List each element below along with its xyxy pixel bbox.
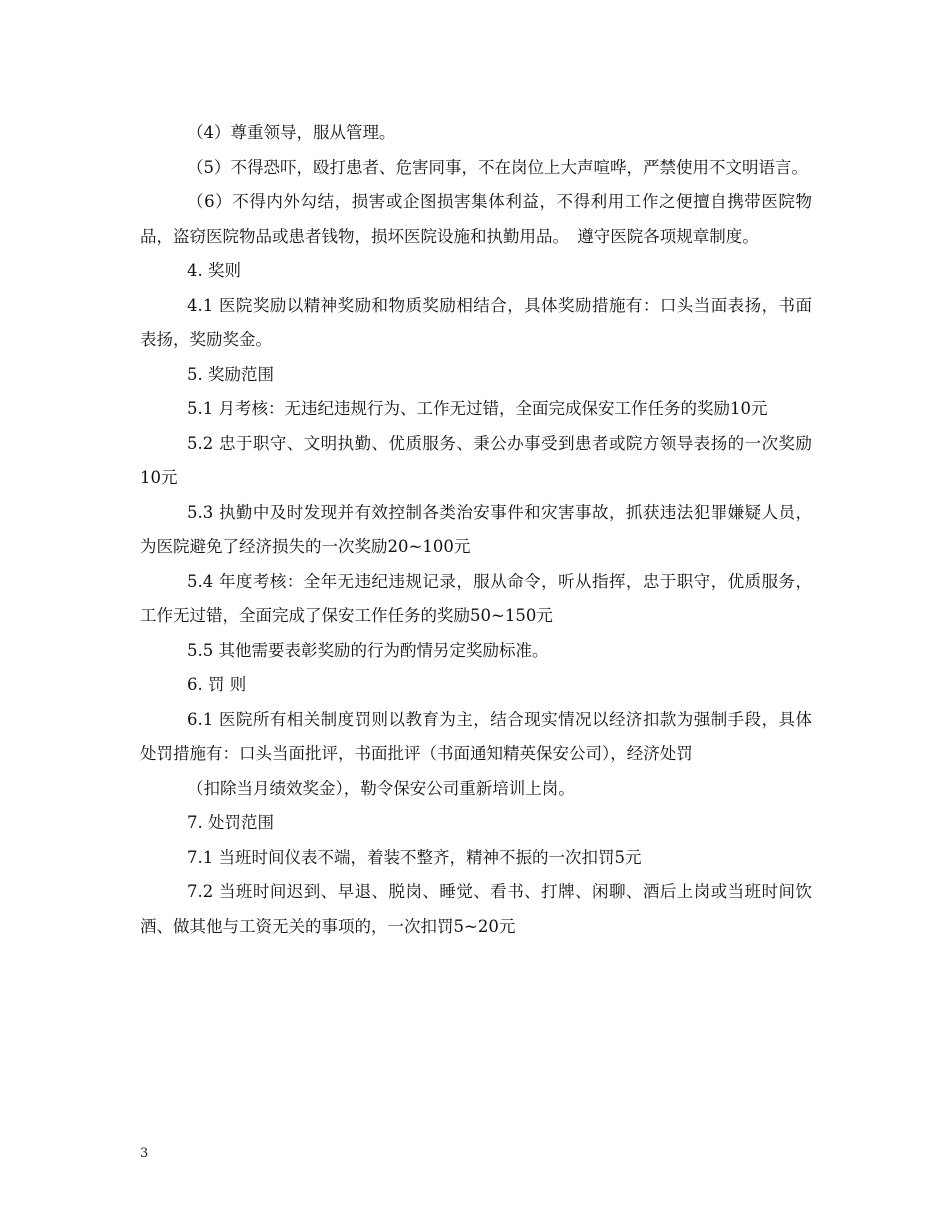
paragraph-5-2: 5.2 忠于职守、文明执勤、优质服务、秉公办事受到患者或院方领导表扬的一次奖励10元 bbox=[140, 433, 812, 487]
paragraph-rule-5: （5）不得恐吓，殴打患者、危害同事，不在岗位上大声喧哗，严禁使用不文明语言。 bbox=[187, 157, 808, 177]
paragraph-5-1: 5.1 月考核：无违纪违规行为、工作无过错，全面完成保安工作任务的奖励10元 bbox=[187, 399, 768, 418]
paragraph-7-1: 7.1 当班时间仪表不端，着装不整齐，精神不振的一次扣罚5元 bbox=[187, 847, 642, 867]
section-heading-rewards: 4. 奖则 bbox=[187, 261, 241, 280]
paragraph-5-3: 5.3 执勤中及时发现并有效控制各类治安事件和灾害事故，抓获违法犯罪嫌疑人员，为医院避免了经济损失的一次奖励20~100元 bbox=[140, 502, 812, 556]
paragraph-rule-4: （4）尊重领导，服从管理。 bbox=[187, 123, 396, 142]
paragraph-4-1: 4.1 医院奖励以精神奖励和物质奖励相结合，具体奖励措施有：口头当面表扬，书面表扬，奖励奖金。 bbox=[140, 295, 812, 349]
section-heading-penalties: 6. 罚 则 bbox=[187, 675, 247, 694]
paragraph-5-4: 5.4 年度考核：全年无违纪违规记录，服从命令，听从指挥，忠于职守，优质服务，工作无过错，全面完成了保安工作任务的奖励50~150元 bbox=[140, 571, 812, 625]
paragraph-5-5: 5.5 其他需要表彰奖励的行为酌情另定奖励标准。 bbox=[187, 640, 549, 660]
paragraph-rule-6: （6）不得内外勾结，损害或企图损害集体利益，不得利用工作之便擅自携带医院物品，盗窃医院物品或患者钱物，损坏医院设施和执勤用品。 遵守医院各项规章制度。 bbox=[140, 192, 812, 246]
page-number: 3 bbox=[140, 1146, 149, 1161]
paragraph-6-1-continued: （扣除当月绩效奖金），勒令保安公司重新培训上岗。 bbox=[187, 778, 575, 798]
document-body bbox=[140, 116, 812, 944]
section-heading-reward-scope: 5. 奖励范围 bbox=[187, 364, 274, 384]
paragraph-6-1: 6.1 医院所有相关制度罚则以教育为主，结合现实情况以经济扣款为强制手段，具体处罚措施有：口头当面批评，书面批评（书面通知精英保安公司），经济处罚 bbox=[140, 709, 812, 763]
section-heading-penalty-scope: 7. 处罚范围 bbox=[187, 813, 274, 832]
paragraph-7-2: 7.2 当班时间迟到、早退、脱岗、睡觉、看书、打牌、闲聊、酒后上岗或当班时间饮酒、做其他与工资无关的事项的，一次扣罚5~20元 bbox=[140, 882, 812, 936]
